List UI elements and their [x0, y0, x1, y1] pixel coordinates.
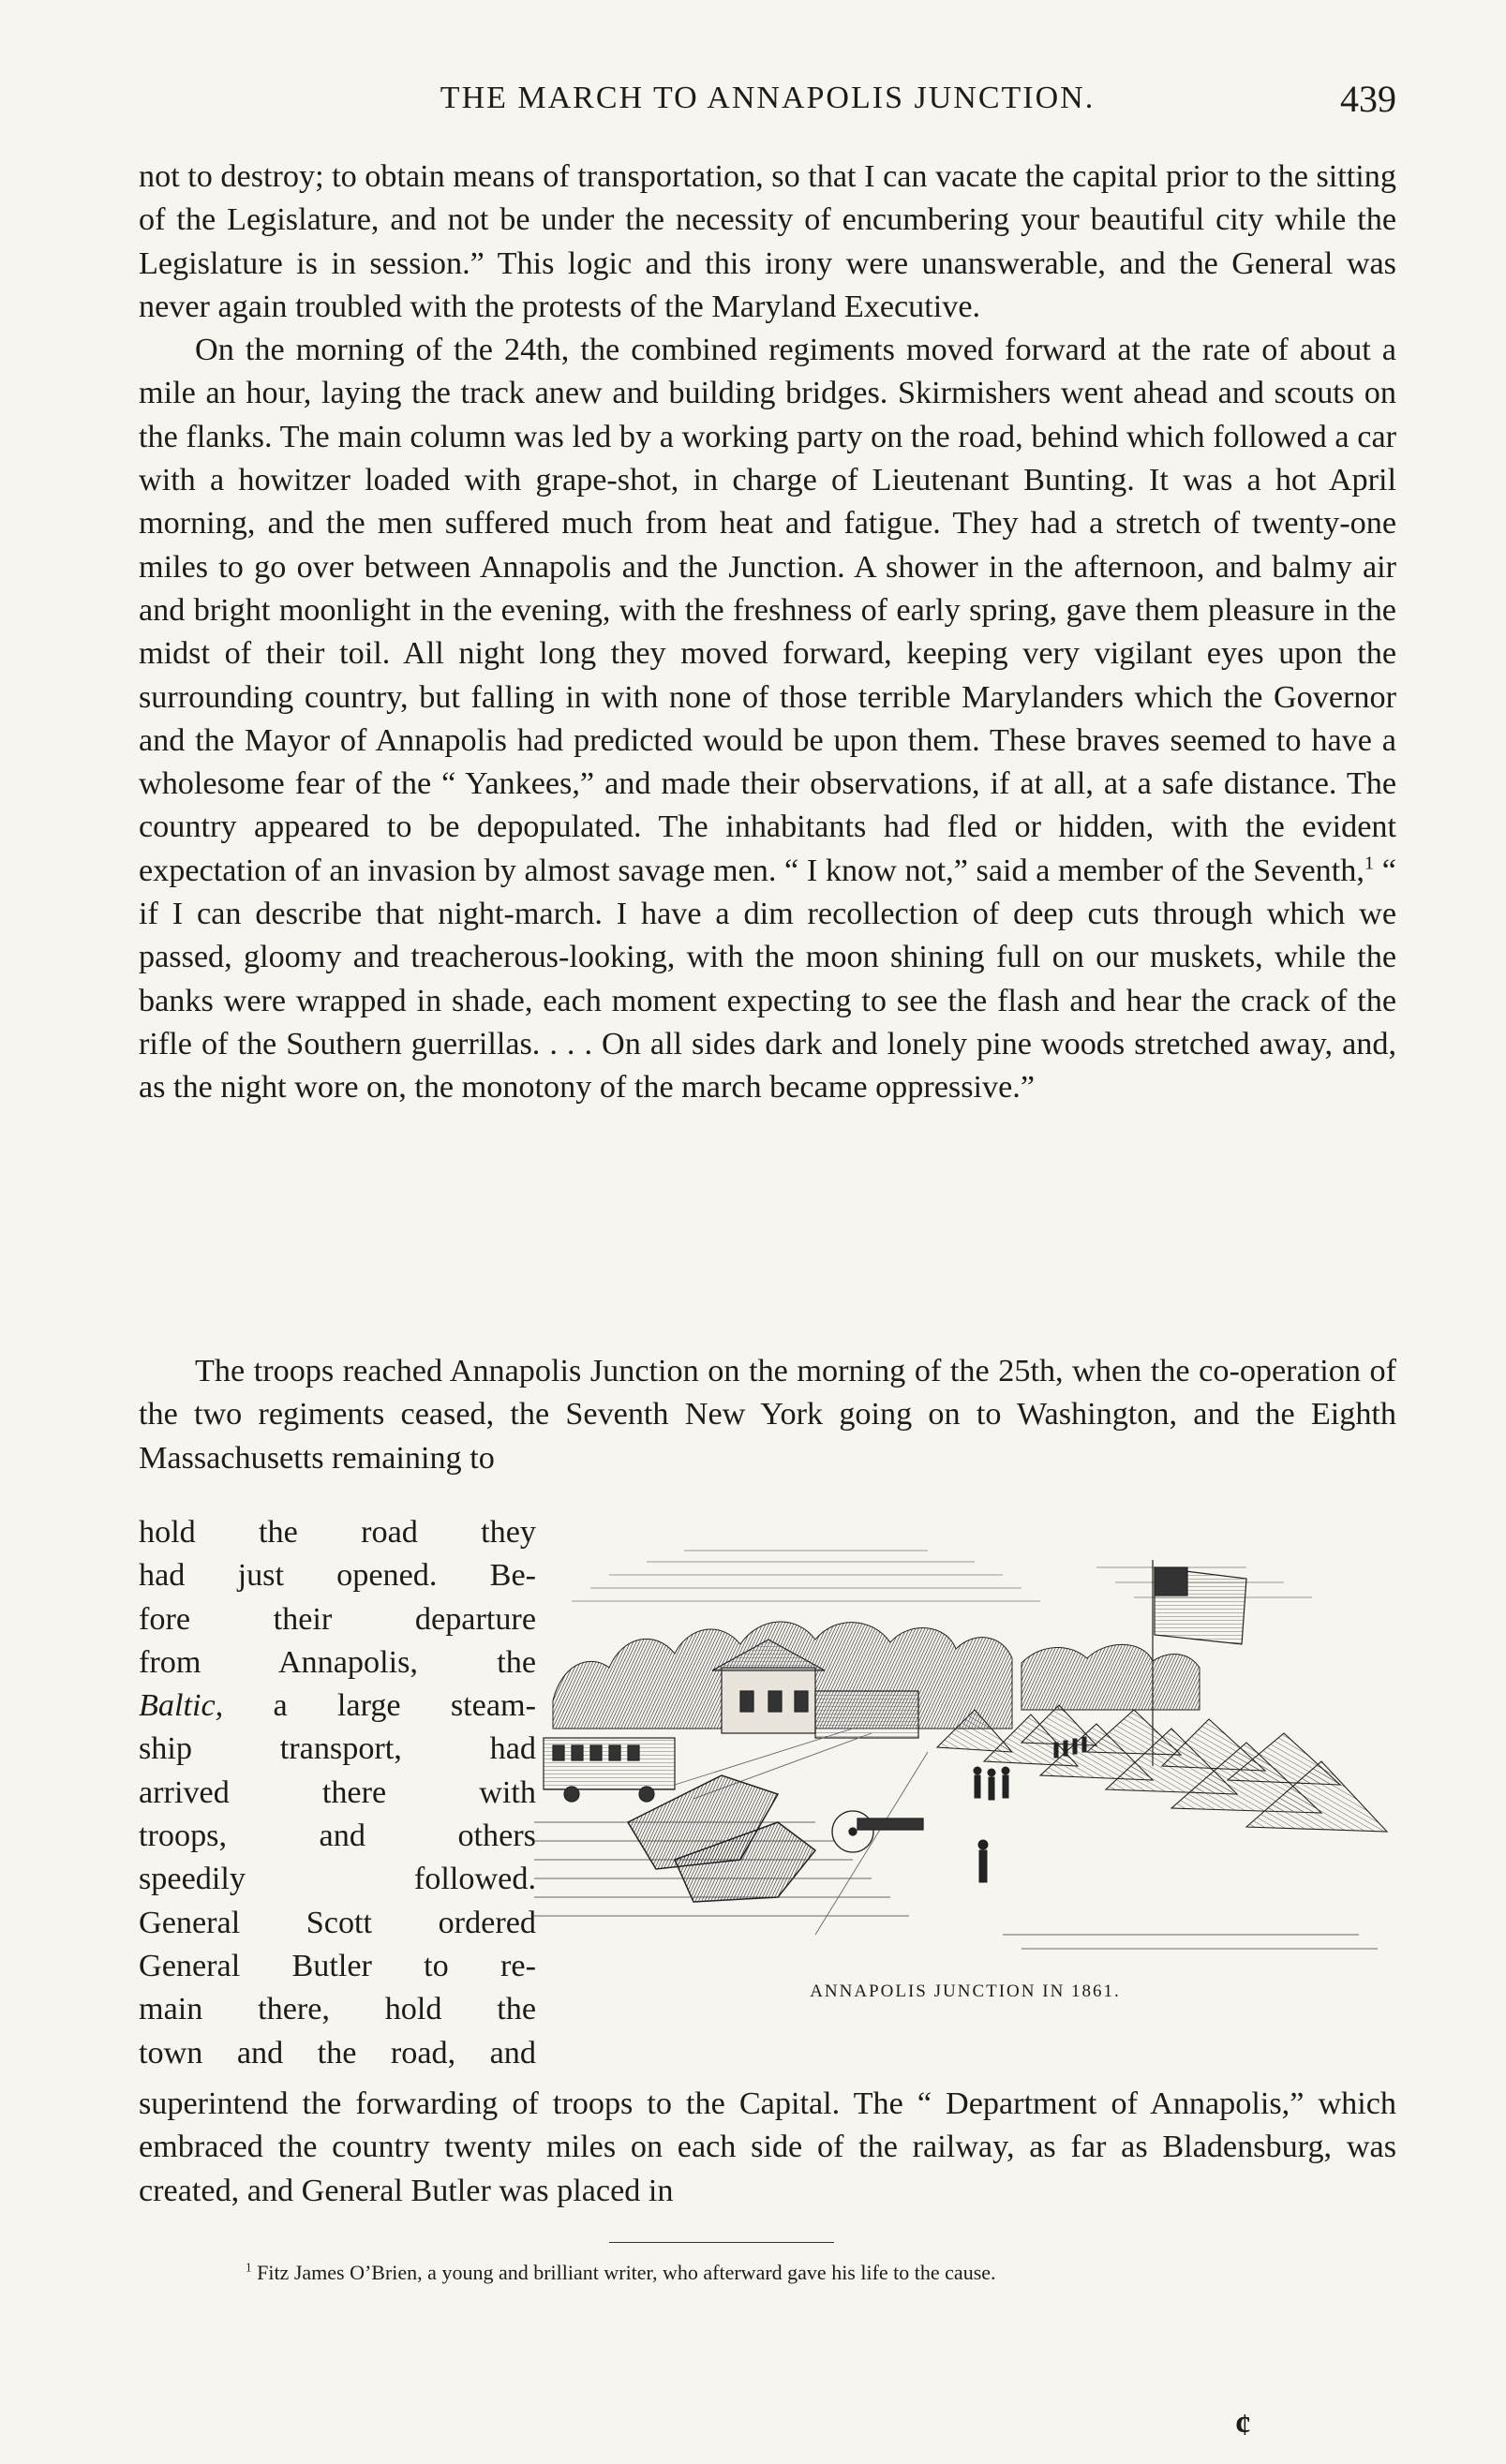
wrap-line: town and the road, and [139, 2035, 536, 2071]
wrapped-text-column [139, 1511, 536, 2075]
paragraph-department: superintend the forwarding of troops to the Capital. The “ Department of Annapolis,” which embraced the country twenty miles on each side of the railway, as far as Bladensburg, was created, and General Butler was placed in [139, 2086, 1396, 2208]
wrap-line: hold the road they [139, 1515, 536, 1550]
signature-mark: ¢ [1235, 2408, 1251, 2442]
footnote-rule [609, 2242, 834, 2243]
footnote [246, 2261, 1370, 2285]
wrap-line: General Scott ordered [139, 1905, 536, 1940]
engraving-annapolis-junction [534, 1541, 1396, 1963]
figure-caption: ANNAPOLIS JUNCTION IN 1861. [810, 1982, 1121, 2001]
wrap-line: ship transport, had [139, 1731, 536, 1767]
footnote-reference: 1 [1364, 853, 1375, 874]
engraving-figure [534, 1541, 1396, 2001]
page-number: 439 [1340, 78, 1396, 120]
howitzer [832, 1811, 923, 1852]
paragraph-junction: The troops reached Annapolis Junction on the morning of the 25th, when the co-operation of the two regiments ceased, the Seventh New York going on to Washington, and the Eighth Massachusetts remaining to [139, 1354, 1396, 1476]
wrap-line: had just opened. Be- [139, 1558, 536, 1594]
wrap-line: speedily followed. [139, 1862, 536, 1897]
timber-pile [628, 1775, 815, 1902]
railway-car [544, 1738, 675, 1802]
wrap-line: fore their departure [139, 1601, 536, 1637]
wrap-line: arrived there with [139, 1774, 536, 1810]
wrap-line: troops, and others [139, 1818, 536, 1854]
footnote-text: Fitz James O’Brien, a young and brilliant writer, who afterward gave his life to the cause. [257, 2261, 996, 2284]
paragraph-march-quote: “ if I can describe that night-march. I have a dim recollection of deep cuts through which we passed, gloomy and treacherous-looking, with the moon shining full on our muskets, while the banks were wrapped in shade, each moment expecting to see the flash and hear the crack of the rifle of the Southern guerrillas. . . . On all sides dark and lonely pine woods stretched away, and, as the night wore on, the monotony of the march became oppressive.” [139, 853, 1396, 1106]
body-text-middle [139, 1350, 1396, 1480]
wrap-line: from Annapolis, the [139, 1644, 536, 1680]
paragraph-march [139, 329, 1396, 1109]
paragraph-march-text: On the morning of the 24th, the combined regiments moved forward at the rate of about a mile an hour, laying the track anew and building bridges. Skirmishers went ahead and scouts on the flanks. The main column was led by a working party on the road, behind which followed a car with a howitzer loaded with grape-shot, in charge of Lieutenant Bunting. It was a hot April morning, and the men suffered much from heat and fatigue. They had a stretch of twenty-one miles to go over between Annapolis and the Junction. A shower in the afternoon, and balmy air and bright moonlight in the evening, with the freshness of early spring, gave them pleasure in the midst of their toil. All night long they moved forward, keeping very vigilant eyes upon the surrounding country, but falling in with none of those terrible Marylanders which the Governor and the Mayor of Annapolis had predicted would be upon them. These braves seemed to have a wholesome fear of the “ Yankees,” and made their observations, if at all, at a safe distance. The country appeared to be depopulated. The inhabitants had fled or hidden, with the evident expectation of an invasion by almost savage men. “ I know not,” said a member of the Seventh, [139, 333, 1396, 888]
wrap-line: General Butler to re- [139, 1948, 536, 1983]
wrap-line-rest: a large steam- [273, 1688, 536, 1724]
page-header [139, 73, 1396, 129]
ship-name-baltic: Baltic, [139, 1688, 224, 1724]
wrap-line: main there, hold the [139, 1992, 536, 2027]
paragraph-continuation: not to destroy; to obtain means of transportation, so that I can vacate the capital prior to the sitting of the Legislature, and not be under the necessity of encumbering your beautiful city while the Legislature is in session.” This logic and this irony were unanswerable, and the General was never again troubled with the protests of the Maryland Executive. [139, 159, 1396, 324]
body-text-bottom [139, 2083, 1396, 2213]
wrap-line-baltic [139, 1685, 536, 1728]
running-title: THE MARCH TO ANNAPOLIS JUNCTION. [440, 81, 1096, 115]
body-text-top [139, 156, 1396, 1110]
footnote-number: 1 [246, 2260, 252, 2275]
